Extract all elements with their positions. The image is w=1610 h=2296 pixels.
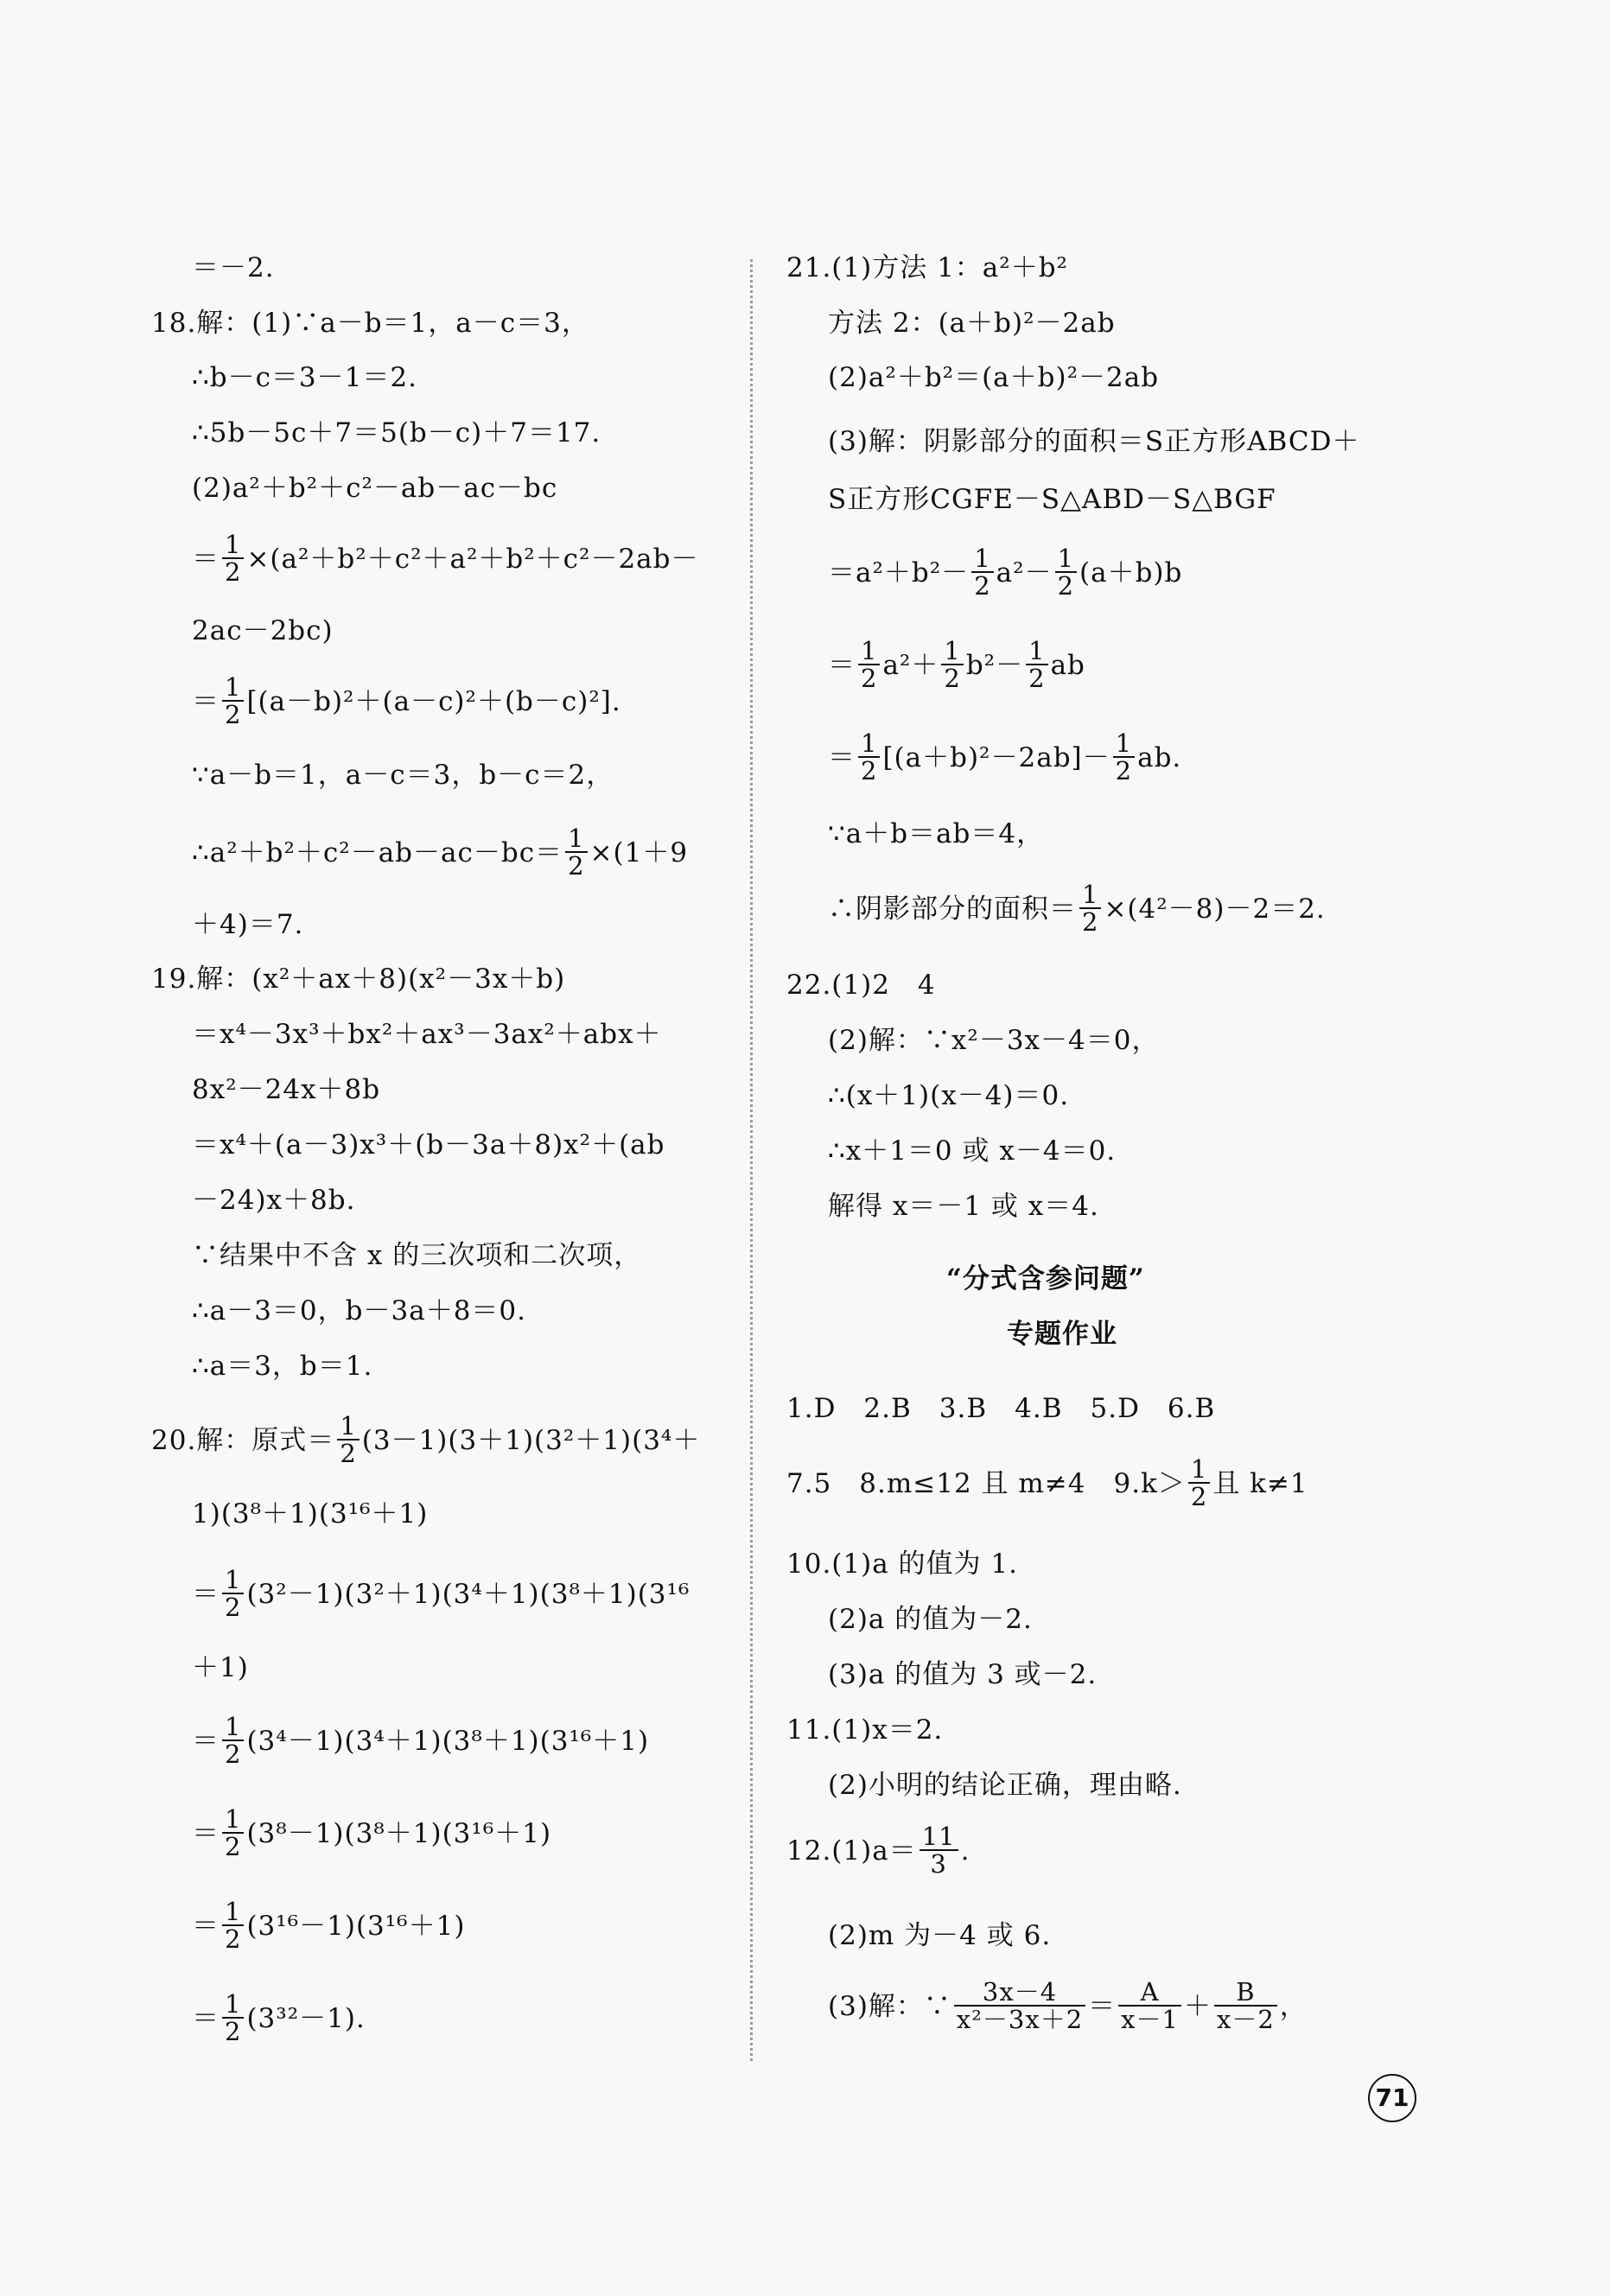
- answer-line: (2)a²＋b²＝(a＋b)²－2ab: [828, 362, 1160, 393]
- fraction-denominator: 2: [225, 1832, 242, 1862]
- fraction-numerator: 1: [941, 638, 963, 665]
- answer-line: 8x²－24x＋8b: [192, 1074, 381, 1105]
- fraction: [222, 1567, 244, 1621]
- fraction-denominator: 2: [1115, 756, 1133, 786]
- text-segment: 7.5 8.m≤12 且 m≠4 9.k＞: [786, 1467, 1186, 1499]
- answer-line: [192, 530, 699, 588]
- answer-line: 10.(1)a 的值为 1.: [786, 1549, 1018, 1580]
- answer-line: [786, 1454, 1308, 1512]
- answer-line: ∵a－b＝1，a－c＝3，b－c＝2，: [192, 760, 614, 791]
- answer-line: ∴a－3＝0，b－3a＋8＝0.: [192, 1295, 527, 1326]
- text-segment: ，: [1279, 1990, 1308, 2022]
- fraction-denominator: 2: [1028, 664, 1046, 694]
- text-segment: ×(a²＋b²＋c²＋a²＋b²＋c²－2ab－: [246, 543, 699, 575]
- answer-line: [192, 1712, 650, 1770]
- answer-line: [828, 636, 1085, 694]
- text-segment: ×(4²－8)－2＝2.: [1104, 893, 1326, 925]
- text-segment: 且 k≠1: [1212, 1467, 1308, 1499]
- fraction-denominator: 2: [861, 756, 878, 786]
- text-segment: (a＋b)b: [1079, 557, 1183, 588]
- answer-line: [786, 1822, 970, 1879]
- answer-line: ＝x⁴－3x³＋bx²＋ax³－3ax²＋abx＋: [192, 1019, 662, 1050]
- answer-line: ∴(x＋1)(x－4)＝0.: [828, 1080, 1070, 1111]
- answer-line: ＝x⁴＋(a－3)x³＋(b－3a＋8)x²＋(ab: [192, 1129, 665, 1161]
- answer-line: [192, 1565, 690, 1623]
- fraction-numerator: 1: [222, 531, 244, 559]
- fraction: [1214, 1979, 1277, 2033]
- fraction: [222, 1806, 244, 1860]
- fraction-numerator: 1: [1055, 545, 1077, 573]
- fraction-denominator: 2: [861, 664, 878, 694]
- answer-line: [192, 824, 689, 881]
- answer-line: 11.(1)x＝2.: [786, 1714, 944, 1746]
- text-segment: (3⁴－1)(3⁴＋1)(3⁸＋1)(3¹⁶＋1): [246, 1725, 650, 1757]
- text-segment: ＝: [828, 741, 856, 773]
- answer-line: [192, 1897, 466, 1955]
- text-segment: ＝: [192, 685, 220, 717]
- text-segment: ab: [1050, 649, 1085, 681]
- fraction: [1113, 730, 1135, 785]
- answer-line: (2)a 的值为－2.: [828, 1604, 1033, 1635]
- fraction-denominator: 2: [944, 664, 961, 694]
- fraction-denominator: 2: [225, 2017, 242, 2047]
- fraction: [858, 638, 880, 692]
- fraction: [1055, 545, 1077, 600]
- answer-line: [828, 1977, 1308, 2035]
- fraction-denominator: 2: [225, 1739, 242, 1770]
- fraction-numerator: 1: [1113, 730, 1135, 758]
- fraction-denominator: 2: [1190, 1482, 1208, 1512]
- text-segment: ＝: [192, 1910, 220, 1942]
- fraction: [222, 531, 244, 586]
- fraction-denominator: x－1: [1121, 2005, 1179, 2035]
- answer-line: ＝－2.: [192, 252, 275, 283]
- text-segment: 20.解：原式＝: [151, 1424, 335, 1456]
- fraction: [222, 674, 244, 728]
- answer-line: (3)解：阴影部分的面积＝S正方形ABCD＋: [828, 426, 1360, 457]
- answer-line: (2)a²＋b²＋c²－ab－ac－bc: [192, 473, 558, 504]
- fraction: [565, 825, 587, 880]
- answer-line: S正方形CGFE－S△ABD－S△BGF: [828, 484, 1276, 515]
- answer-line: 2ac－2bc): [192, 615, 334, 646]
- answer-line: ＋1): [192, 1652, 249, 1683]
- fraction-numerator: 1: [222, 1714, 244, 1741]
- answer-line: [192, 672, 621, 730]
- fraction-numerator: 1: [1026, 638, 1047, 665]
- text-segment: ∴阴影部分的面积＝: [828, 893, 1077, 925]
- answer-line: ∵结果中不含 x 的三次项和二次项，: [192, 1240, 642, 1271]
- fraction-numerator: 1: [222, 1806, 244, 1834]
- answer-line: 1)(3⁸＋1)(3¹⁶＋1): [192, 1498, 429, 1530]
- fraction: [954, 1979, 1085, 2033]
- fraction-numerator: 1: [222, 674, 244, 702]
- text-segment: a²＋: [882, 649, 939, 681]
- answer-line: “分式含参问题”: [946, 1263, 1145, 1294]
- fraction-numerator: 11: [920, 1823, 958, 1851]
- fraction-numerator: 1: [858, 638, 880, 665]
- fraction: [971, 545, 993, 600]
- column-divider: [750, 259, 753, 2061]
- answer-line: [828, 544, 1183, 601]
- fraction-denominator: x²－3x＋2: [956, 2005, 1084, 2035]
- text-segment: ＝: [192, 543, 220, 575]
- text-segment: ×(1＋9: [589, 836, 689, 868]
- text-segment: ∴a²＋b²＋c²－ab－ac－bc＝: [192, 836, 563, 868]
- fraction-denominator: x－2: [1216, 2005, 1275, 2035]
- answer-line: (2)m 为－4 或 6.: [828, 1920, 1052, 1951]
- answer-line: [828, 728, 1182, 786]
- answer-line: (2)小明的结论正确，理由略.: [828, 1770, 1182, 1801]
- fraction-denominator: 2: [568, 851, 585, 881]
- answer-line: 方法 2：(a＋b)²－2ab: [828, 308, 1116, 339]
- text-segment: ＝: [192, 2002, 220, 2034]
- text-segment: ＝a²＋b²－: [828, 557, 970, 588]
- fraction-denominator: 2: [225, 1593, 242, 1623]
- answer-line: ∵a＋b＝ab＝4，: [828, 818, 1045, 849]
- answer-line: ＋4)＝7.: [192, 909, 304, 940]
- answer-line: 21.(1)方法 1：a²＋b²: [786, 252, 1068, 283]
- answer-line: 22.(1)2 4: [786, 970, 936, 1001]
- answer-line: [151, 1411, 701, 1469]
- text-segment: a²－: [996, 557, 1053, 588]
- fraction: [337, 1413, 359, 1467]
- text-segment: (3¹⁶－1)(3¹⁶＋1): [246, 1910, 466, 1942]
- fraction-denominator: 2: [1082, 907, 1099, 938]
- fraction-numerator: 1: [858, 730, 880, 758]
- text-segment: ＝: [192, 1817, 220, 1849]
- fraction-numerator: 3x－4: [954, 1979, 1085, 2007]
- text-segment: 12.(1)a＝: [786, 1835, 917, 1867]
- answer-line: ∴5b－5c＋7＝5(b－c)＋7＝17.: [192, 417, 601, 448]
- fraction-numerator: B: [1214, 1979, 1277, 2007]
- fraction-denominator: 2: [1057, 571, 1075, 601]
- answer-line: 1.D 2.B 3.B 4.B 5.D 6.B: [786, 1393, 1216, 1424]
- text-segment: ＝: [192, 1725, 220, 1757]
- fraction: [222, 1991, 244, 2045]
- answer-line: ∴b－c＝3－1＝2.: [192, 362, 417, 393]
- fraction: [858, 730, 880, 785]
- text-segment: (3)解：∵: [828, 1990, 951, 2022]
- fraction-numerator: 1: [222, 1991, 244, 2019]
- fraction-denominator: 2: [225, 557, 242, 588]
- fraction: [1188, 1456, 1210, 1511]
- text-segment: ＝: [828, 649, 856, 681]
- fraction-denominator: 2: [340, 1439, 357, 1469]
- answer-line: [192, 1804, 552, 1862]
- text-segment: (3²－1)(3²＋1)(3⁴＋1)(3⁸＋1)(3¹⁶: [246, 1578, 690, 1610]
- fraction: [941, 638, 963, 692]
- fraction-numerator: 1: [337, 1413, 359, 1441]
- fraction: [920, 1823, 958, 1878]
- answer-line: (2)解：∵x²－3x－4＝0，: [828, 1025, 1160, 1056]
- answer-line: (3)a 的值为 3 或－2.: [828, 1659, 1098, 1690]
- answer-line: ∴a＝3，b＝1.: [192, 1351, 373, 1382]
- text-segment: .: [960, 1835, 970, 1867]
- fraction-numerator: 1: [1079, 881, 1101, 909]
- text-segment: ＋: [1183, 1990, 1212, 2022]
- fraction-denominator: 3: [930, 1849, 947, 1879]
- answer-line: ∴x＋1＝0 或 x－4＝0.: [828, 1135, 1117, 1167]
- fraction: [222, 1898, 244, 1953]
- text-segment: ＝: [192, 1578, 220, 1610]
- fraction: [1118, 1979, 1181, 2033]
- answer-line: [828, 880, 1326, 938]
- answer-line: 19.解：(x²＋ax＋8)(x²－3x＋b): [151, 964, 566, 995]
- text-segment: ab.: [1137, 741, 1182, 773]
- fraction-numerator: 1: [222, 1567, 244, 1594]
- answer-line: －24)x＋8b.: [192, 1185, 356, 1216]
- text-segment: ＝: [1088, 1990, 1117, 2022]
- text-segment: [(a＋b)²－2ab]－: [882, 741, 1110, 773]
- fraction-denominator: 2: [225, 1924, 242, 1955]
- fraction: [1079, 881, 1101, 936]
- text-segment: [(a－b)²＋(a－c)²＋(b－c)²].: [246, 685, 621, 717]
- fraction-numerator: A: [1118, 1979, 1181, 2007]
- answer-line: [192, 1989, 366, 2047]
- fraction-numerator: 1: [971, 545, 993, 573]
- fraction-numerator: 1: [565, 825, 587, 853]
- text-segment: (3－1)(3＋1)(3²＋1)(3⁴＋: [361, 1424, 701, 1456]
- answer-line: 18.解：(1)∵a－b＝1，a－c＝3，: [151, 308, 589, 339]
- fraction: [1026, 638, 1047, 692]
- page-number: 71: [1368, 2074, 1416, 2122]
- answer-line: 专题作业: [1007, 1319, 1117, 1350]
- fraction-denominator: 2: [225, 700, 242, 730]
- fraction-denominator: 2: [974, 571, 991, 601]
- fraction-numerator: 1: [222, 1898, 244, 1926]
- answer-line: 解得 x＝－1 或 x＝4.: [828, 1191, 1099, 1222]
- text-segment: (3⁸－1)(3⁸＋1)(3¹⁶＋1): [246, 1817, 552, 1849]
- fraction: [222, 1714, 244, 1768]
- fraction-numerator: 1: [1188, 1456, 1210, 1484]
- text-segment: b²－: [965, 649, 1024, 681]
- text-segment: (3³²－1).: [246, 2002, 366, 2034]
